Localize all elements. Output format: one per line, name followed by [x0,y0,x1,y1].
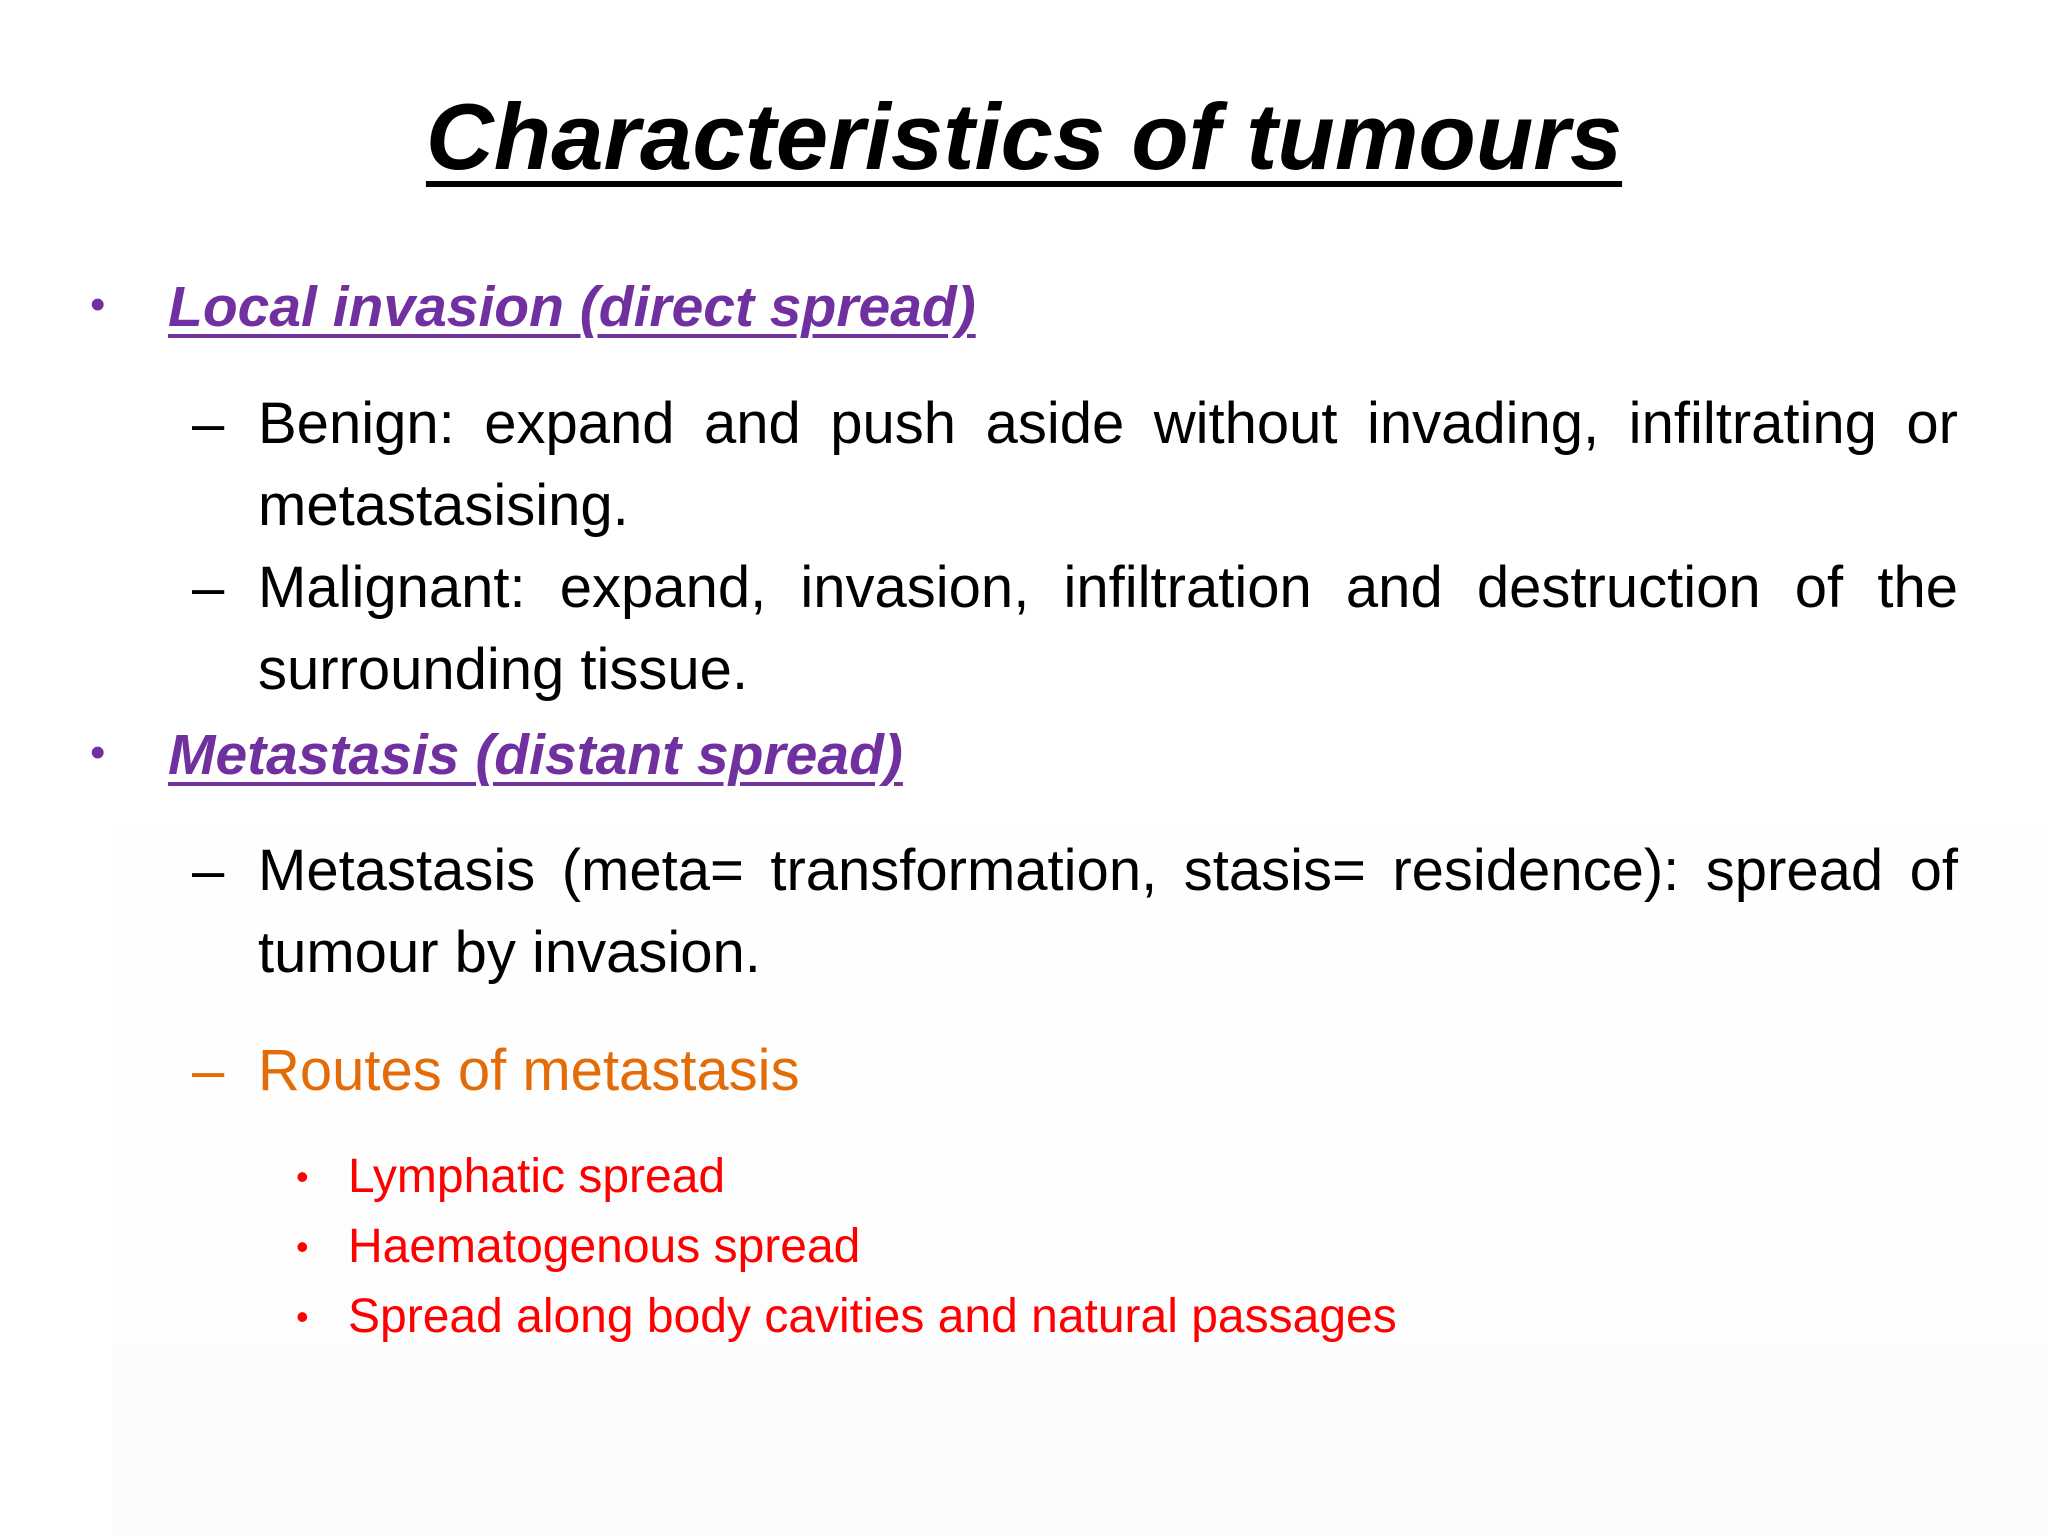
list-item-benign: Benign: expand and push aside without invading, infiltrating or metastasising. [258,391,1958,538]
bullet-icon: • [296,1226,309,1267]
slide-title [0,82,2048,192]
bullet-icon: • [90,280,106,329]
route-item-haematogenous: Haematogenous spread [348,1220,861,1273]
bullet-icon: • [90,728,106,777]
dash-icon: – [192,555,225,620]
section-heading-metastasis: Metastasis (distant spread) [168,723,903,787]
routes-of-metastasis-label: Routes of metastasis [258,1038,800,1103]
bullet-icon: • [296,1156,309,1197]
route-item-lymphatic: Lymphatic spread [348,1150,726,1203]
list-item-metastasis-definition: Metastasis (meta= transformation, stasis= residence): spread of tumour by invasion. [258,838,1958,985]
dash-icon: – [192,1038,225,1103]
list-item-malignant: Malignant: expand, invasion, infiltration and destruction of the surrounding tissue. [258,555,1958,702]
route-item-body-cavities: Spread along body cavities and natural passages [348,1290,1397,1343]
dash-icon: – [192,391,225,456]
dash-icon: – [192,838,225,903]
section-heading-local-invasion: Local invasion (direct spread) [168,275,976,339]
slide-title-text: Characteristics of tumours [425,84,1623,189]
bullet-icon: • [296,1296,309,1337]
